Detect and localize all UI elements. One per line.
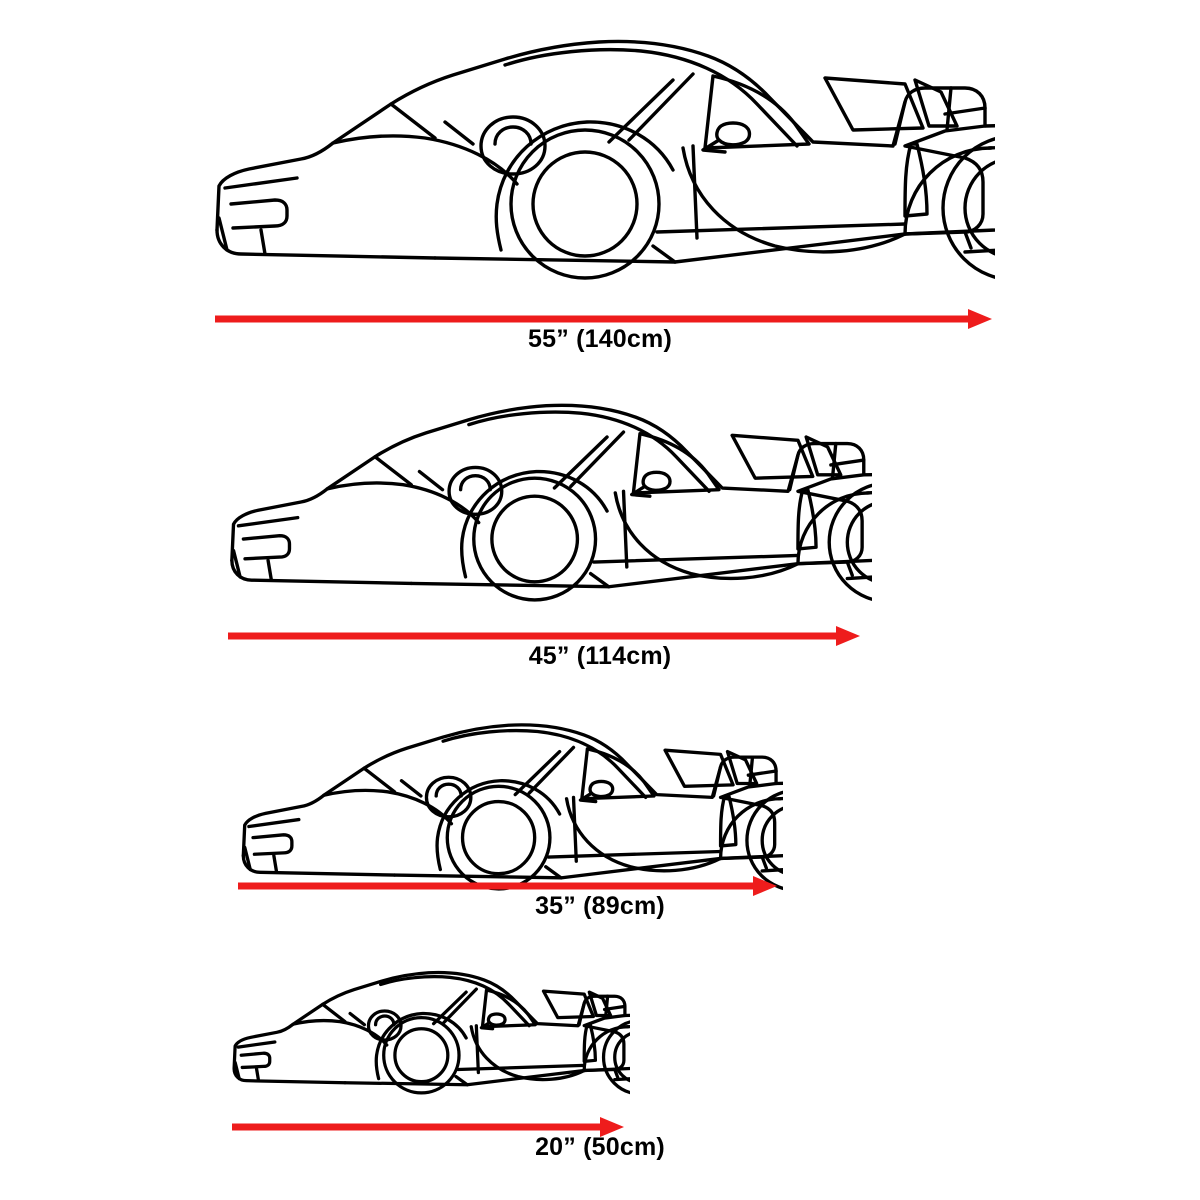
car-silhouette-45 <box>222 385 872 605</box>
dimension-label-20: 20” (50cm) <box>535 1133 665 1161</box>
size-group-45 <box>0 370 1200 690</box>
car-silhouette-35 <box>235 708 783 893</box>
car-silhouette-20 <box>228 960 630 1096</box>
size-group-20 <box>0 952 1200 1172</box>
car-silhouette-55 <box>205 18 995 283</box>
size-group-35 <box>0 700 1200 950</box>
size-group-55 <box>0 0 1200 353</box>
dimension-label-35: 35” (89cm) <box>535 892 665 920</box>
dimension-label-55: 55” (140cm) <box>528 325 672 353</box>
dimension-label-45: 45” (114cm) <box>528 642 672 670</box>
